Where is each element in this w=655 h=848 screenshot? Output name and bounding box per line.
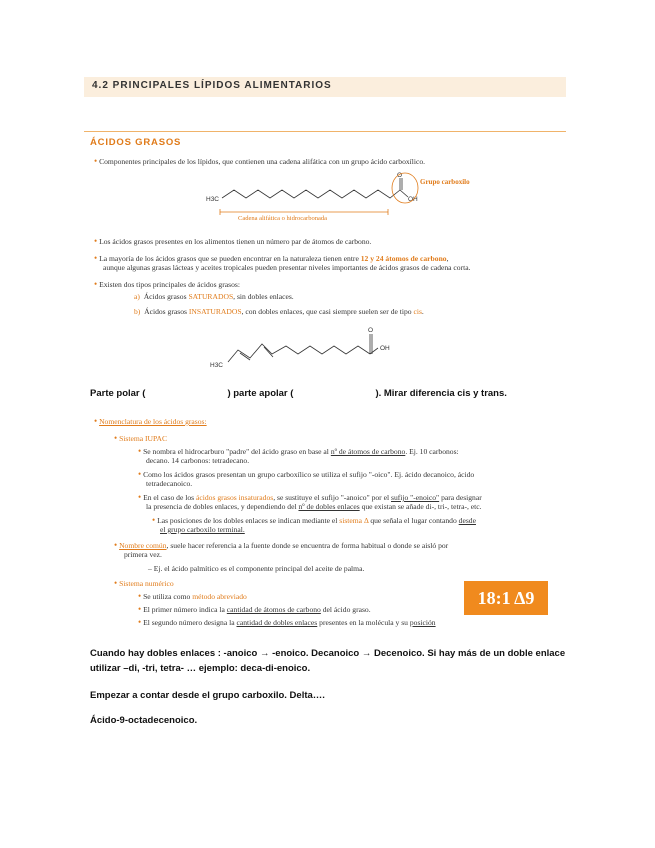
num-1h: método abreviado bbox=[192, 592, 247, 601]
hydroxyl-bond bbox=[400, 190, 408, 197]
oxygen-label-2: O bbox=[368, 327, 374, 334]
nombre-comun-example-text: Ej. el ácido palmítico es el componente principal del aceite de palma. bbox=[153, 564, 365, 573]
oh-label-1: OH bbox=[408, 196, 418, 203]
bullet-4 bbox=[94, 279, 240, 290]
iupac-1b: . Ej. 10 carbonos: bbox=[405, 447, 459, 456]
dash-icon: – bbox=[148, 564, 152, 573]
bullet-icon: • bbox=[138, 469, 142, 479]
iupac-4u: desde bbox=[458, 516, 476, 525]
oxygen-label-1: O bbox=[397, 172, 403, 179]
sub-b-highlight: INSATURADOS bbox=[188, 307, 242, 316]
num-3a: El segundo número designa la bbox=[143, 618, 235, 627]
sub-b-post: , con dobles enlaces, que casi siempre suelen ser de tipo bbox=[241, 307, 412, 316]
iupac-item-1-cont: decano. 14 carbonos: tetradecano. bbox=[146, 456, 250, 465]
nomenclatura-title bbox=[94, 416, 207, 427]
bullet-1-text: Componentes principales de los lípidos, que contienen una cadena alifática con un grupo ácido carboxílico. bbox=[99, 157, 426, 166]
note-line-4: Ácido-9-octadecenoico. bbox=[90, 715, 198, 726]
num-3u2: posición bbox=[409, 618, 436, 627]
iupac-3u: sufijo "-enoico" bbox=[390, 493, 440, 502]
iupac-4a: Las posiciones de los dobles enlaces se indican mediante el bbox=[157, 516, 338, 525]
bullet-icon: • bbox=[138, 492, 142, 502]
bullet-3-cont: aunque algunas grasas lácteas y aceites tropicales pueden presentar niveles importantes de ácidos grasos de cadena corta. bbox=[103, 263, 471, 272]
polar-note bbox=[90, 388, 507, 399]
double-bond-2 bbox=[264, 347, 273, 357]
h3c-label-1: H3C bbox=[206, 196, 220, 203]
nombre-comun-example bbox=[148, 564, 364, 574]
sistema-numerico bbox=[114, 578, 174, 589]
sub-a-label: a) bbox=[134, 292, 140, 301]
bullet-icon: • bbox=[94, 416, 98, 426]
numerico-item-2 bbox=[138, 604, 371, 615]
iupac-3u2: nº de dobles enlaces bbox=[298, 502, 360, 511]
iupac-item-4-cont: el grupo carboxilo terminal. bbox=[160, 525, 245, 534]
sub-b-pre: Ácidos grasos bbox=[144, 307, 187, 316]
iupac-item-2-cont: tetradecanoico. bbox=[146, 479, 193, 488]
bullet-icon: • bbox=[138, 446, 142, 456]
subsection-title: ÁCIDOS GRASOS bbox=[90, 137, 182, 148]
nombre-comun-title: Nombre común bbox=[119, 541, 167, 550]
sub-item-b bbox=[134, 307, 424, 317]
iupac-4b: que señala el lugar contando bbox=[370, 516, 457, 525]
iupac-1a: Se nombra el hidrocarburo "padre" del ácido graso en base al bbox=[143, 447, 329, 456]
sistema-numerico-title: Sistema numérico bbox=[119, 579, 174, 588]
bullet-icon: • bbox=[94, 156, 98, 166]
aliphatic-chain bbox=[222, 190, 400, 198]
polar-note-part1: Parte polar ( bbox=[90, 388, 146, 399]
bullet-icon: • bbox=[114, 578, 118, 588]
oh-label-2: OH bbox=[380, 345, 390, 352]
polar-note-part2: ) parte apolar ( bbox=[227, 388, 294, 399]
sub-a-post: , sin dobles enlaces. bbox=[233, 292, 294, 301]
iupac-3a: En el caso de los bbox=[143, 493, 195, 502]
iupac-4h: sistema Δ bbox=[339, 516, 369, 525]
nomenclatura-title-text: Nomenclatura de los ácidos grasos: bbox=[99, 417, 207, 426]
sub-b-label: b) bbox=[134, 307, 141, 316]
numeric-example-badge: 18:1 Δ9 bbox=[464, 581, 548, 615]
bullet-2-text: Los ácidos grasos presentes en los alimentos tienen un número par de átomos de carbono. bbox=[99, 237, 372, 246]
h3c-label-2: H3C bbox=[210, 362, 224, 369]
sub-b-cis: cis bbox=[413, 307, 422, 316]
hydroxyl-bond-b bbox=[370, 348, 378, 354]
num-1a: Se utiliza como bbox=[143, 592, 191, 601]
bullet-icon: • bbox=[94, 253, 98, 263]
num-3u: cantidad de dobles enlaces bbox=[236, 618, 318, 627]
iupac-3d: la presencia de dobles enlaces, y dependiendo del bbox=[146, 502, 297, 511]
unsaturated-fatty-acid-diagram bbox=[210, 322, 400, 372]
bullet-icon: • bbox=[138, 604, 142, 614]
polar-note-part3: ). Mirar diferencia cis y trans. bbox=[375, 388, 507, 399]
bullet-1 bbox=[94, 156, 425, 167]
bullet-3-text-a: La mayoría de los ácidos grasos que se pueden encontrar en la naturaleza tienen entre bbox=[99, 254, 359, 263]
sub-b-end: . bbox=[421, 307, 424, 316]
bullet-icon: • bbox=[114, 540, 118, 550]
bullet-icon: • bbox=[94, 279, 98, 289]
iupac-1u: nº de átomos de carbono bbox=[330, 447, 406, 456]
bullet-3: • La mayoría de los ácidos grasos que se pueden encontrar en la naturaleza tienen entre 12 y 24 átomos de carbono, bbox=[94, 253, 449, 263]
note-line-1: Cuando hay dobles enlaces : -anoico → -enoico. Decanoico → Decenoico. Si hay más de un doble enlace bbox=[90, 648, 566, 659]
num-2b: del ácido graso. bbox=[322, 605, 371, 614]
bullet-icon: • bbox=[138, 617, 142, 627]
nombre-comun-text: , suele hacer referencia a la fuente donde se encuentra de forma habitual o donde se aisló por bbox=[166, 541, 449, 550]
iupac-3e: que existan se añade di-, tri-, tetra-, etc. bbox=[361, 502, 482, 511]
sub-a-highlight: SATURADOS bbox=[188, 292, 234, 301]
bullet-icon: • bbox=[94, 236, 98, 246]
bullet-4-text: Existen dos tipos principales de ácidos grasos: bbox=[99, 280, 240, 289]
iupac-heading-text: Sistema IUPAC bbox=[119, 434, 168, 443]
num-2a: El primer número indica la bbox=[143, 605, 225, 614]
double-bond-1 bbox=[240, 353, 250, 360]
iupac-3c: para designar bbox=[441, 493, 482, 502]
iupac-item-3-cont bbox=[146, 502, 482, 512]
sub-a-pre: Ácidos grasos bbox=[143, 292, 187, 301]
num-2u: cantidad de átomos de carbono bbox=[226, 605, 321, 614]
numerico-item-1 bbox=[138, 591, 247, 602]
sub-item-a bbox=[134, 292, 294, 302]
iupac-2a: Como los ácidos grasos presentan un grupo carboxílico se utiliza el sufijo "-oico". Ej. ácido decanoico, ácido bbox=[143, 470, 475, 479]
note-line-2: utilizar –di, -tri, tetra- … ejemplo: deca-di-enoico. bbox=[90, 663, 311, 674]
bullet-icon: • bbox=[114, 433, 118, 443]
nombre-comun-cont: primera vez. bbox=[124, 550, 162, 559]
bullet-icon: • bbox=[138, 591, 142, 601]
chain-label: Cadena alifática o hidrocarbonada bbox=[238, 215, 327, 222]
iupac-3h: ácidos grasos insaturados bbox=[196, 493, 274, 502]
carboxyl-group-label: Grupo carboxilo bbox=[420, 178, 470, 186]
carboxyl-highlight bbox=[392, 173, 418, 203]
nombre-comun bbox=[114, 540, 448, 551]
note-line-3: Empezar a contar desde el grupo carboxilo. Delta…. bbox=[90, 690, 325, 701]
section-rule bbox=[84, 131, 566, 132]
num-3b: presentes en la molécula y su bbox=[319, 618, 408, 627]
iupac-3b: , se sustituye el sufijo "-anoico" por el bbox=[273, 493, 390, 502]
numerico-item-3 bbox=[138, 617, 436, 628]
section-title: 4.2 PRINCIPALES LÍPIDOS ALIMENTARIOS bbox=[92, 80, 332, 91]
bullet-2 bbox=[94, 236, 371, 247]
bullet-icon: • bbox=[152, 515, 156, 525]
iupac-heading bbox=[114, 433, 167, 444]
bullet-3-highlight: 12 y 24 átomos de carbono bbox=[360, 254, 447, 263]
